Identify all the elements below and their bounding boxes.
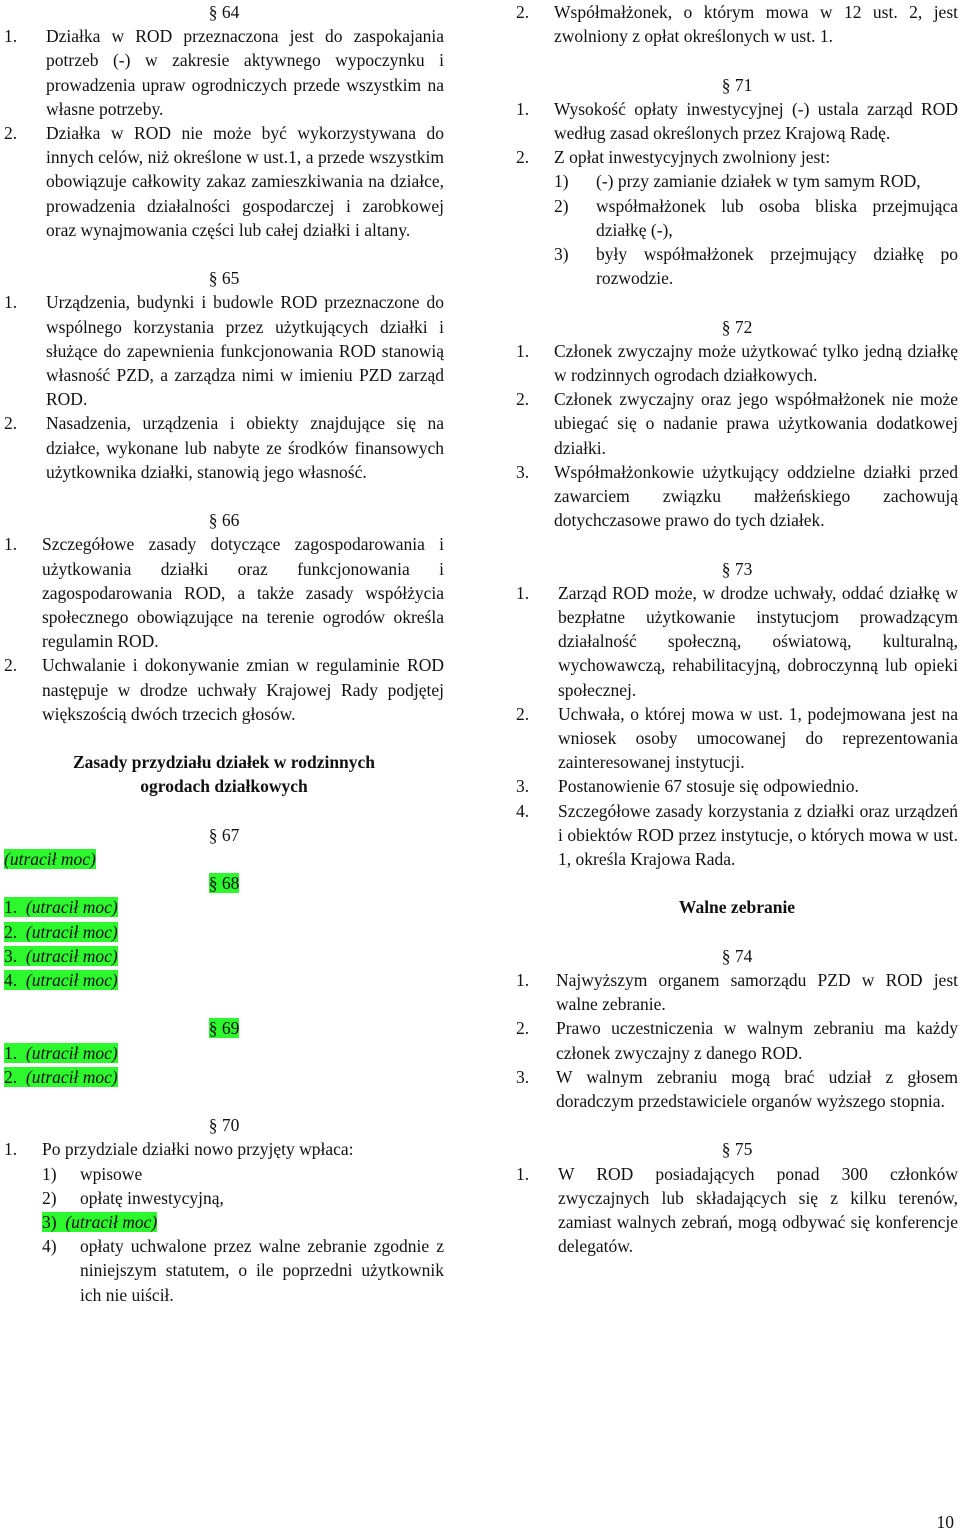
section-67-heading: § 67 [208,824,240,845]
section-75-item-1: 1. W ROD posiadających ponad 300 członków zwyczajnych lub składających się z kilku terenów, zamiast walnych zebrań, mogą odbywać się konferencje delegatów. [516,1163,958,1257]
list-item: 2. (utracił moc) [4,921,118,942]
item-number: 2. [516,2,530,22]
section-74-heading: § 74 [721,945,753,966]
section-72-item-3: 3. Współmałżonkowie użytkujący oddzielne działki przed zawarciem związku małżeńskiego zachowują dotychczasowe prawo do tych działek. [516,461,958,531]
section-70-heading: § 70 [208,1115,240,1136]
section-69-list [4,1041,444,1089]
section-70-sublist [4,1162,444,1307]
list-item: 1. (utracił moc) [4,897,118,918]
chapter-heading-walne-zebranie: Walne zebranie [678,897,796,918]
section-64-item-1 [4,24,444,121]
section-73-item-1: 1. Zarząd ROD może, w drodze uchwały, oddać działkę w bezpłatne użytkowanie instytucjom prowadzącym działalność społeczną, oświatową, kulturalną, wychowawczą, rehabilitacyjną, dobroczynną lub opieki społecznej. [516,582,958,700]
item-text: Działka w ROD przeznaczona jest do zaspokajania potrzeb (-) w zakresie aktywnego wypoczynku i prowadzenia upraw ogrodniczych przede wszystkim na własne potrzeby. [46,26,444,119]
item-number: 1. [4,292,18,313]
item-text: Po przydziale działki nowo przyjęty wpłaca: [42,1139,354,1160]
list-item: 2. (utracił moc) [4,1066,118,1087]
sublist-item: 1) wpisowe [42,1163,143,1184]
section-65-item-1 [4,290,444,411]
repealed-text: (utracił moc) [4,848,96,869]
item-text: Nasadzenia, urządzenia i obiekty znajdujące się na działce, wykonane lub nabyte ze środków finansowych użytkownika działki, stanowią jego własność. [46,413,444,482]
item-text: Szczegółowe zasady dotyczące zagospodarowania i użytkowania działki oraz funkcjonowania i zagospodarowania ROD, a także zasady współżycia społecznego obowiązujące na terenie ogrodów określa regulamin ROD. [42,534,444,652]
section-74-item-1: 1. Najwyższym organem samorządu PZD w ROD jest walne zebranie. [516,969,958,1015]
section-71-heading: § 71 [721,74,753,95]
item-number: 1. [4,26,18,47]
section-73-item-4: 4. Szczegółowe zasady korzystania z działki oraz urządzeń i obiektów ROD przez instytucje, o których mowa w ust. 1, określa Krajowa Rada. [516,800,958,870]
section-64-heading: § 64 [208,2,240,22]
section-74-item-2: 2. Prawo uczestniczenia w walnym zebraniu ma każdy członek zwyczajny z danego ROD. [516,1018,958,1063]
item-text: Wysokość opłaty inwestycyjnej (-) ustala zarząd ROD według zasad określonych przez Krajową Radę. [554,98,958,143]
section-75-heading: § 75 [721,1139,753,1160]
section-69-heading: § 69 [208,1018,240,1039]
section-71-item-1 [516,97,958,145]
sublist-item-repealed: 3) (utracił moc) [42,1211,158,1232]
item-number: 2. [516,147,530,168]
item-number: 1. [4,534,18,555]
section-65-item-2 [4,411,444,484]
sublist-item: 1) (-) przy zamianie działek w tym samym ROD, [554,171,921,192]
section-68-list [4,895,444,992]
page-number: 10 [936,1511,954,1532]
section-72-heading: § 72 [721,316,753,337]
item-text: Urządzenia, budynki i budowle ROD przeznaczone do wspólnego korzystania przez użytkujących działki i służące do zapewnienia funkcjonowania ROD stanowią własność PZD, a zarządza nimi w imieniu PZD zarząd ROD. [46,292,444,410]
left-column [4,0,444,1307]
section-70-item-2 [516,0,958,48]
section-70-item-1 [4,1137,444,1161]
right-column [516,0,958,1258]
section-73-heading: § 73 [721,558,753,579]
section-68-heading: § 68 [208,873,240,894]
item-number: 2. [4,655,18,676]
section-73-item-2: 2. Uchwała, o której mowa w ust. 1, podejmowana jest na wniosek osoby umocowanej do reprezentowania zainteresowanej instytucji. [516,703,958,773]
item-text: Z opłat inwestycyjnych zwolniony jest: [554,147,831,168]
item-number: 2. [4,123,18,143]
item-number: 1. [4,1139,18,1160]
chapter-heading-line-1: Zasady przydziału działek w rodzinnych [72,752,376,773]
section-72-item-1: 1. Członek zwyczajny może użytkować tylko jedną działkę w rodzinnych ogrodach działkowych. [516,340,958,385]
list-item: 4. (utracił moc) [4,969,118,990]
section-74-item-3: 3. W walnym zebraniu mogą brać udział z głosem doradczym przedstawiciele organów wyższego stopnia. [516,1066,958,1111]
list-item: 3. (utracił moc) [4,945,118,966]
section-73-item-3: 3. Postanowienie 67 stosuje się odpowiednio. [516,776,859,797]
chapter-heading [4,750,444,798]
list-item: 1. (utracił moc) [4,1042,118,1063]
chapter-heading-line-2: ogrodach działkowych [140,776,308,797]
section-72-item-2: 2. Członek zwyczajny oraz jego współmałżonek nie może ubiegać się o nadanie prawa użytkowania dodatkowej działki. [516,389,958,458]
section-71-item-2 [516,145,958,169]
item-number: 1. [516,98,530,119]
item-text: Uchwalanie i dokonywanie zmian w regulaminie ROD następuje w drodze uchwały Krajowej Rady podjętej większością dwóch trzecich głosów. [42,655,444,724]
section-67-text [4,847,444,871]
section-65-heading: § 65 [208,268,240,289]
item-text: Działka w ROD nie może być wykorzystywana do innych celów, niż określone w ust.1, a przede wszystkim obowiązuje całkowity zakaz zamieszkiwania na działce, prowadzenia działalności gospodarczej i zarobkowej oraz wynajmowania części lub całej działki i altany. [46,123,444,240]
item-text: Współmałżonek, o którym mowa w 12 ust. 2, jest zwolniony z opłat określonych w ust. 1. [554,2,958,47]
item-number: 2. [4,413,18,434]
sublist-item: 2) opłatę inwestycyjną, [42,1187,224,1208]
section-66-item-1 [4,532,444,653]
section-64-item-2 [4,121,444,242]
sublist-item: 2) współmałżonek lub osoba bliska przejmująca działkę (-), [554,195,958,240]
section-71-sublist [516,169,958,290]
section-66-heading: § 66 [208,510,240,531]
sublist-item: 3) były współmałżonek przejmujący działkę po rozwodzie. [554,244,958,289]
sublist-item: 4) opłaty uchwalone przez walne zebranie zgodnie z niniejszym statutem, o ile poprzedni użytkownik ich nie uiścił. [42,1236,444,1305]
section-66-item-2 [4,653,444,726]
